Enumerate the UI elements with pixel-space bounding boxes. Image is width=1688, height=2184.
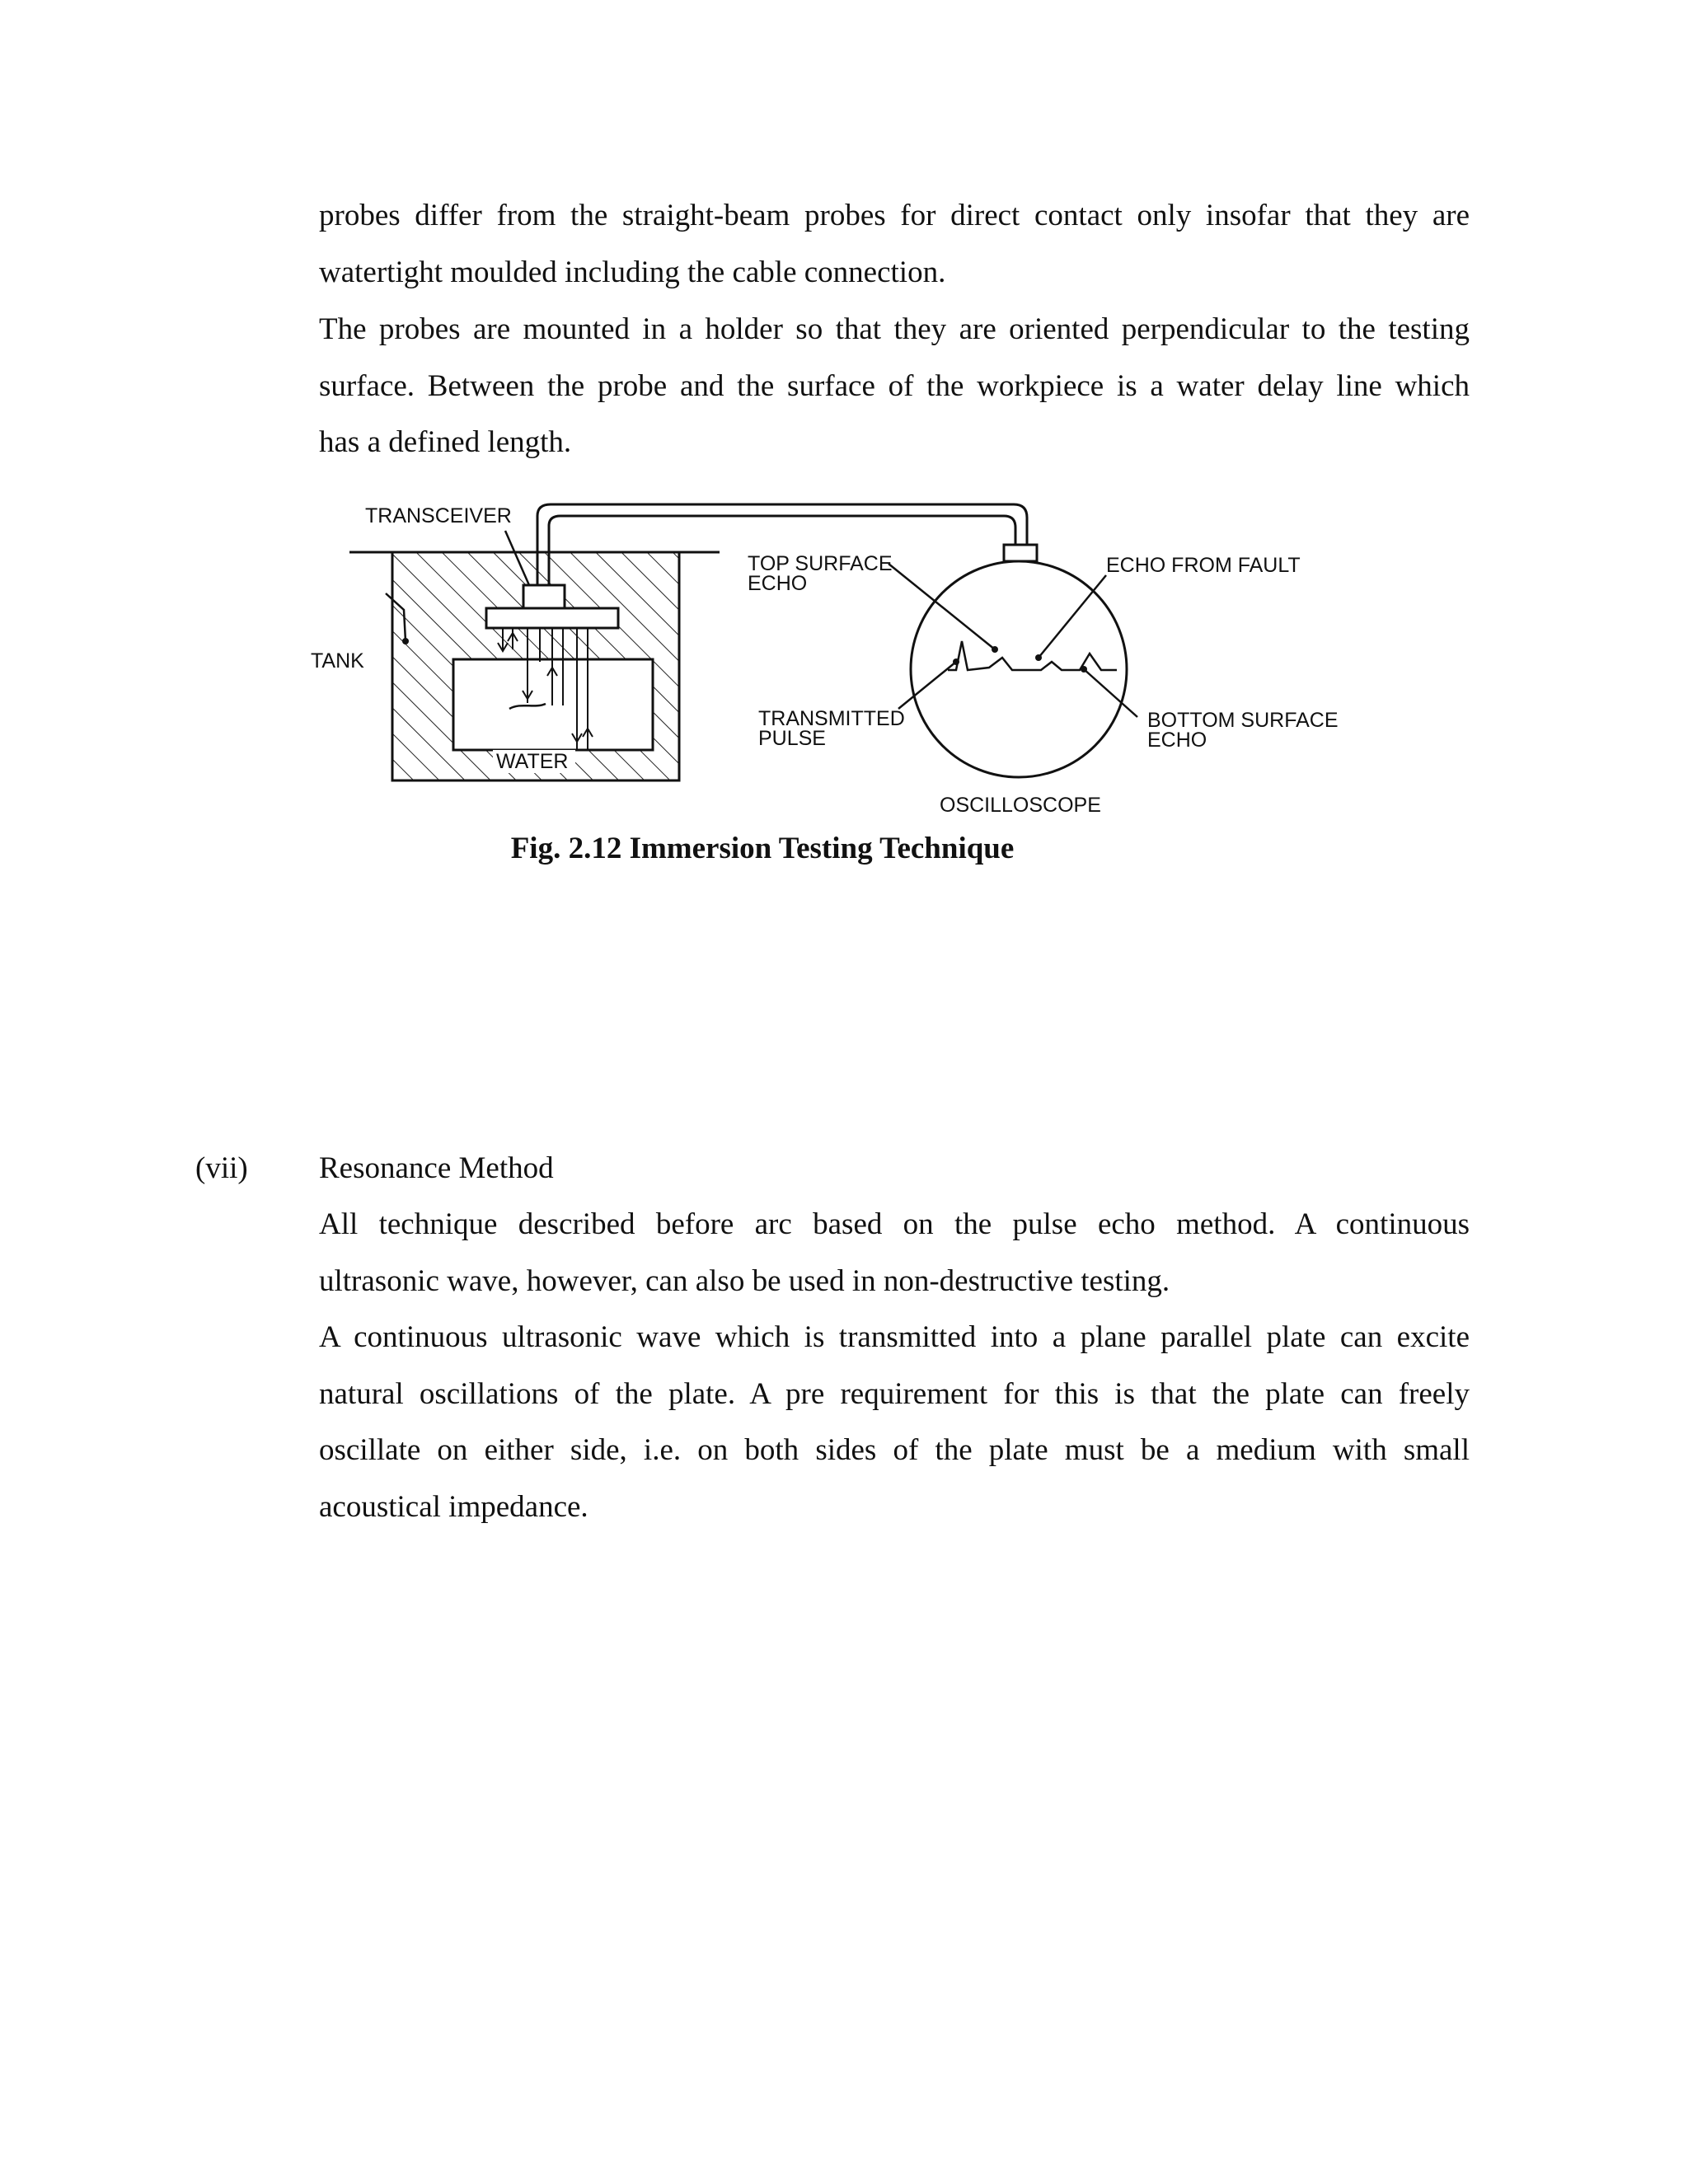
immersion-diagram-svg (305, 493, 1368, 831)
oscilloscope-label: OSCILLOSCOPE (940, 794, 1101, 817)
top-surface-echo-label-2: ECHO (748, 572, 808, 595)
figure-caption: Fig. 2.12 Immersion Testing Technique (510, 832, 1015, 865)
transmitted-pulse-label-2: PULSE (758, 727, 826, 750)
tank-label: TANK (311, 649, 364, 673)
section-number: (vii) (195, 1151, 248, 1185)
text-line: A continuous ultrasonic wave which is transmitted into a plane parallel plate can excite (319, 1320, 1470, 1354)
mounting-paragraph (319, 302, 1470, 471)
top-surface-echo-label: TOP SURFACE (748, 552, 893, 575)
resonance-paragraph-1 (319, 1197, 1470, 1310)
section-title: Resonance Method (319, 1151, 554, 1185)
echo-from-fault-label: ECHO FROM FAULT (1106, 554, 1301, 577)
text-line: has a defined length. (319, 425, 572, 459)
text-line: oscillate on either side, i.e. on both sides of the plate must be a medium with small (319, 1433, 1470, 1467)
water-label: WATER (496, 750, 569, 773)
bottom-surface-echo-label-2: ECHO (1147, 729, 1207, 752)
text-line: All technique described before arc based on the pulse echo method. A continuous (319, 1207, 1470, 1241)
transceiver-label: TRANSCEIVER (365, 504, 512, 527)
bottom-surface-echo-label: BOTTOM SURFACE (1147, 709, 1339, 732)
resonance-paragraph-2 (319, 1310, 1470, 1535)
tank (349, 552, 720, 780)
text-line: ultrasonic wave, however, can also be used in non-destructive testing. (319, 1263, 1170, 1298)
text-line: acoustical impedance. (319, 1489, 588, 1524)
oscilloscope-connector (1004, 545, 1037, 561)
text-line: watertight moulded including the cable connection. (319, 255, 946, 289)
text-line: probes differ from the straight-beam probes for direct contact only insofar that they are (319, 199, 1470, 232)
transmitted-pulse-label: TRANSMITTED (758, 707, 905, 730)
intro-paragraph (319, 188, 1470, 301)
immersion-testing-figure (305, 493, 1368, 831)
text-line: surface. Between the probe and the surface of the workpiece is a water delay line which (319, 368, 1470, 403)
text-line: natural oscillations of the plate. A pre requirement for this is that the plate can freely (319, 1376, 1470, 1411)
tank-leader-dot (402, 638, 409, 644)
text-line: The probes are mounted in a holder so that they are oriented perpendicular to the testing (319, 312, 1470, 346)
